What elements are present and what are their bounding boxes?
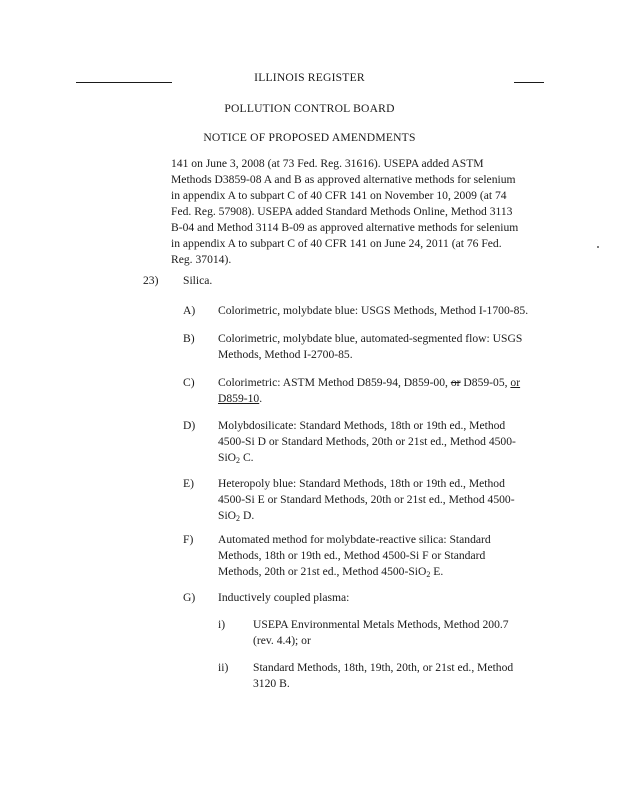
- item-f-line: Automated method for molybdate-reactive silica: Standard: [218, 533, 491, 546]
- item-d-method: C.: [240, 451, 254, 464]
- item-c-end: .: [259, 392, 263, 405]
- item-e-label: E): [183, 477, 194, 490]
- item-b-line: Methods, Method I-2700-85.: [218, 348, 353, 361]
- item-d-label: D): [183, 419, 196, 432]
- item-b-text: [218, 331, 522, 363]
- item-b-line: Colorimetric, molybdate blue, automated-segmented flow: USGS: [218, 332, 523, 345]
- item-g-text: Inductively coupled plasma:: [218, 591, 350, 604]
- register-title: ILLINOIS REGISTER: [254, 71, 365, 84]
- item-a-text: Colorimetric, molybdate blue: USGS Methods, Method I-1700-85.: [218, 304, 529, 317]
- item-d-formula: SiO: [218, 451, 237, 464]
- item-c-mid: D859-05,: [460, 376, 511, 389]
- intro-line: B-04 and Method 3114 B-09 as approved alternative methods for selenium: [171, 221, 519, 234]
- item-g-i-text: [253, 617, 509, 649]
- intro-line: in appendix A to subpart C of 40 CFR 141 on June 24, 2011 (at 76 Fed.: [171, 237, 502, 250]
- intro-line: in appendix A to subpart C of 40 CFR 141 on November 10, 2009 (at 74: [171, 189, 507, 202]
- item-f-method: E.: [430, 565, 444, 578]
- item-d-text: [218, 418, 516, 466]
- item-d-line: 4500-Si D or Standard Methods, 20th or 21st ed., Method 4500-: [218, 435, 516, 448]
- item-c-deleted: or: [450, 376, 461, 389]
- item-g-ii-line: 3120 B.: [253, 677, 290, 690]
- item-d-subscript: 2: [236, 456, 241, 465]
- item-g-i-label: i): [218, 618, 226, 631]
- item-g-i-line: (rev. 4.4); or: [253, 634, 311, 647]
- item-e-line: Heteropoly blue: Standard Methods, 18th or 19th ed., Method: [218, 477, 505, 490]
- item-f-label: F): [183, 533, 194, 546]
- item-c-inserted-method: D859-10: [218, 392, 260, 405]
- scan-speck: [597, 246, 599, 248]
- item-e-text: [218, 476, 515, 524]
- section-title: Silica.: [183, 274, 213, 287]
- intro-line: 141 on June 3, 2008 (at 73 Fed. Reg. 31616). USEPA added ASTM: [171, 157, 484, 170]
- intro-line: Methods D3859-08 A and B as approved alternative methods for selenium: [171, 173, 516, 186]
- notice-title: NOTICE OF PROPOSED AMENDMENTS: [203, 131, 416, 144]
- item-f-text: [218, 532, 491, 580]
- board-title: POLLUTION CONTROL BOARD: [224, 102, 395, 115]
- section-number: 23): [143, 274, 159, 287]
- item-g-i-line: USEPA Environmental Metals Methods, Method 200.7: [253, 618, 509, 631]
- item-b-label: B): [183, 332, 195, 345]
- item-e-line: 4500-Si E or Standard Methods, 20th or 21st ed., Method 4500-: [218, 493, 515, 506]
- item-f-line: Methods, 18th or 19th ed., Method 4500-Si F or Standard: [218, 549, 486, 562]
- item-f-subscript: 2: [426, 570, 431, 579]
- item-d-line: Molybdosilicate: Standard Methods, 18th or 19th ed., Method: [218, 419, 506, 432]
- item-c-inserted-or: or: [510, 376, 521, 389]
- item-c-label: C): [183, 376, 195, 389]
- item-c-text: [218, 375, 520, 407]
- item-g-ii-text: [253, 660, 513, 692]
- intro-line: Reg. 37014).: [171, 253, 232, 266]
- intro-line: Fed. Reg. 57908). USEPA added Standard Methods Online, Method 3113: [171, 205, 513, 218]
- item-c-prefix: Colorimetric: ASTM Method D859-94, D859-00,: [218, 376, 451, 389]
- item-e-formula: SiO: [218, 509, 237, 522]
- item-g-ii-line: Standard Methods, 18th, 19th, 20th, or 21st ed., Method: [253, 661, 514, 674]
- item-f-formula: Methods, 20th or 21st ed., Method 4500-SiO: [218, 565, 427, 578]
- item-e-method: D.: [240, 509, 255, 522]
- intro-paragraph: [171, 156, 546, 268]
- item-e-subscript: 2: [236, 514, 241, 523]
- item-a-label: A): [183, 304, 196, 317]
- item-g-ii-label: ii): [218, 661, 229, 674]
- item-g-label: G): [183, 591, 196, 604]
